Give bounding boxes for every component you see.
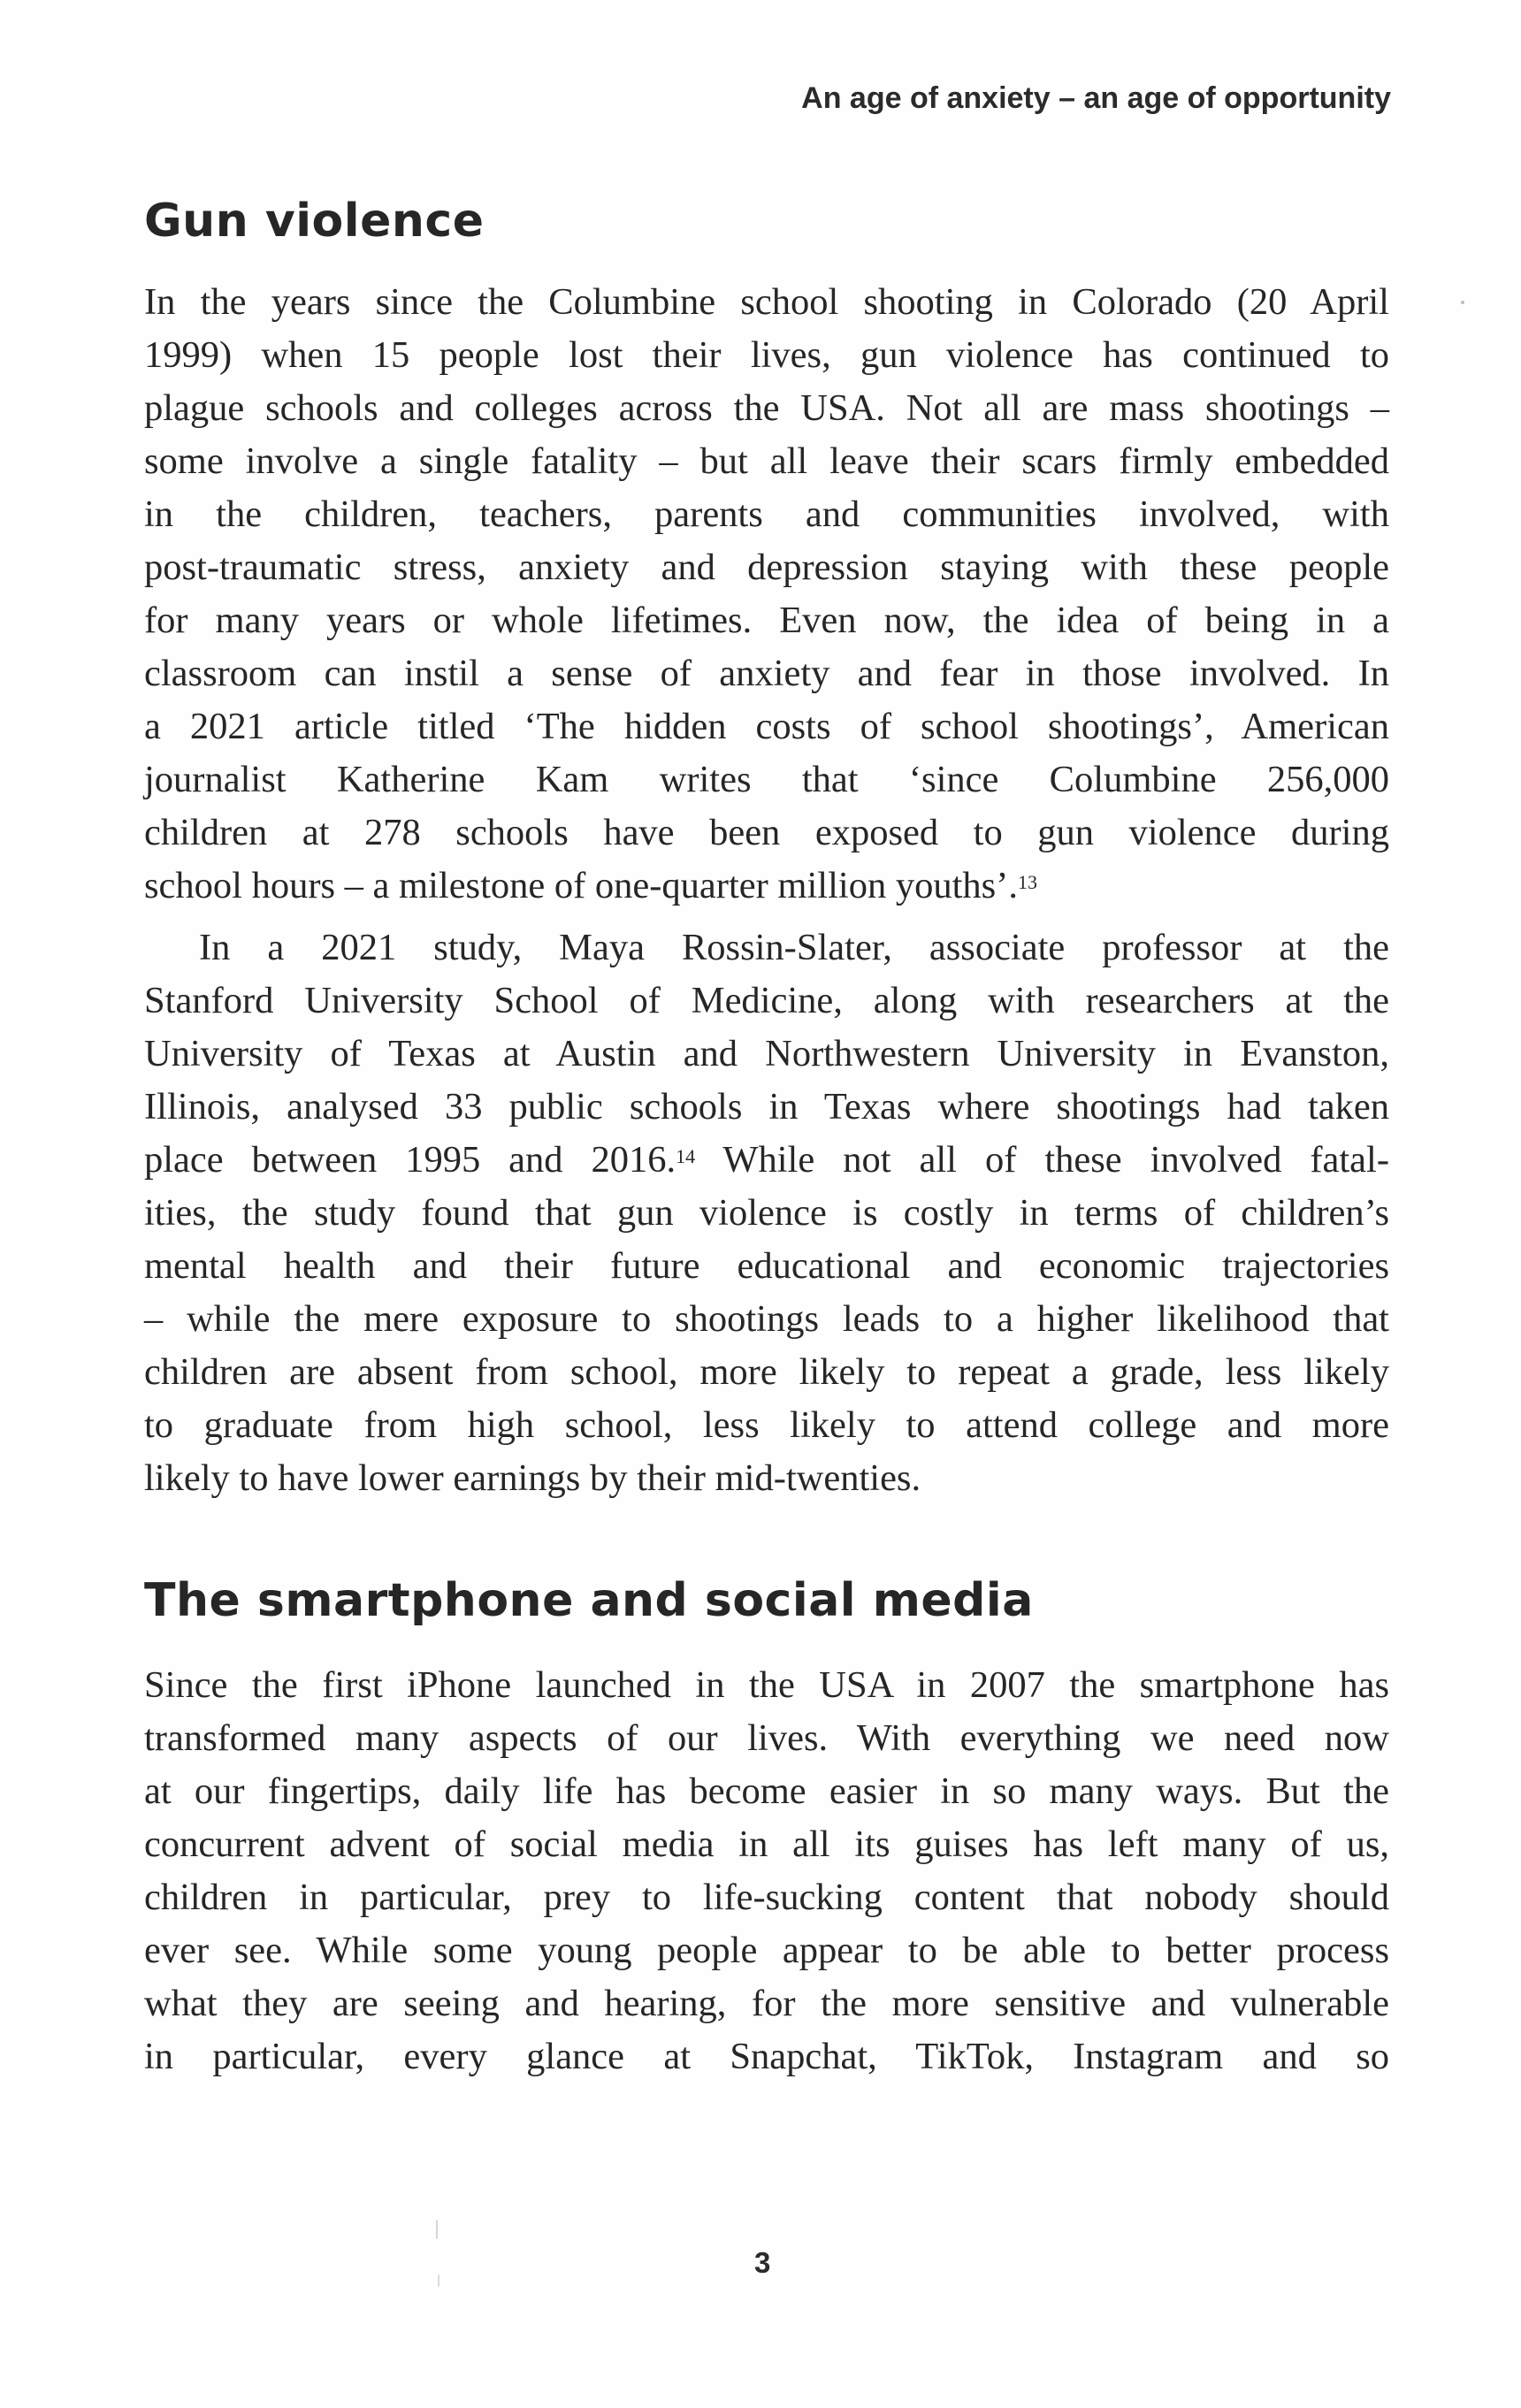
text-line: post-traumatic stress, anxiety and depression staying with these people bbox=[144, 547, 1389, 588]
text-line: concurrent advent of social media in all its guises has left many of us, bbox=[144, 1823, 1389, 1865]
text-line: University of Texas at Austin and Northwestern University in Evanston, bbox=[144, 1033, 1389, 1074]
text-line-content: school hours – a milestone of one-quarter million youths’. bbox=[144, 865, 1018, 906]
text-line: plague schools and colleges across the USA. Not all are mass shootings – bbox=[144, 387, 1389, 429]
scan-speck bbox=[438, 2274, 439, 2287]
text-line-with-footnote bbox=[144, 860, 1389, 913]
running-header: An age of anxiety – an age of opportunity bbox=[801, 81, 1391, 115]
text-line: journalist Katherine Kam writes that ‘since Columbine 256,000 bbox=[144, 759, 1389, 800]
text-line: children at 278 schools have been exposed to gun violence during bbox=[144, 812, 1389, 853]
text-line: at our fingertips, daily life has become easier in so many ways. But the bbox=[144, 1770, 1389, 1812]
section-heading-smartphone: The smartphone and social media bbox=[144, 1574, 1034, 1627]
text-line-content: place between 1995 and 2016. bbox=[144, 1139, 676, 1181]
text-line: Since the first iPhone launched in the USA in 2007 the smartphone has bbox=[144, 1664, 1389, 1706]
text-line: ever see. While some young people appear to be able to better process bbox=[144, 1930, 1389, 1971]
section-heading-gun-violence: Gun violence bbox=[144, 195, 485, 248]
scan-speck bbox=[436, 2220, 438, 2239]
text-line: for many years or whole lifetimes. Even now, the idea of being in a bbox=[144, 600, 1389, 641]
text-line: In the years since the Columbine school shooting in Colorado (20 April bbox=[144, 281, 1389, 323]
text-line: likely to have lower earnings by their mid-twenties. bbox=[144, 1457, 921, 1499]
text-line: children in particular, prey to life-sucking content that nobody should bbox=[144, 1877, 1389, 1918]
text-line: what they are seeing and hearing, for the more sensitive and vulnerable bbox=[144, 1983, 1389, 2024]
text-line: Illinois, analysed 33 public schools in Texas where shootings had taken bbox=[144, 1086, 1389, 1128]
text-line: a 2021 article titled ‘The hidden costs of school shootings’, American bbox=[144, 706, 1389, 747]
paragraph-gun-violence-1 bbox=[144, 276, 1389, 913]
page-number: 3 bbox=[754, 2246, 771, 2279]
text-line: children are absent from school, more likely to repeat a grade, less likely bbox=[144, 1351, 1389, 1393]
text-line: mental health and their future educational and economic trajectories bbox=[144, 1245, 1389, 1287]
text-line: transformed many aspects of our lives. With everything we need now bbox=[144, 1717, 1389, 1759]
scan-speck bbox=[1461, 301, 1464, 304]
text-line: In a 2021 study, Maya Rossin-Slater, associate professor at the bbox=[199, 927, 1389, 968]
text-line: in particular, every glance at Snapchat, TikTok, Instagram and so bbox=[144, 2036, 1389, 2077]
footnote-marker: 14 bbox=[676, 1145, 696, 1167]
text-line: in the children, teachers, parents and communities involved, with bbox=[144, 493, 1389, 535]
text-line-with-footnote bbox=[144, 1134, 1389, 1187]
text-line: classroom can instil a sense of anxiety and fear in those involved. In bbox=[144, 653, 1389, 694]
text-line-content: While not all of these involved fatal- bbox=[695, 1139, 1389, 1181]
text-line: Stanford University School of Medicine, along with researchers at the bbox=[144, 980, 1389, 1021]
footnote-marker: 13 bbox=[1017, 871, 1037, 893]
text-line: – while the mere exposure to shootings leads to a higher likelihood that bbox=[144, 1298, 1389, 1340]
paragraph-smartphone-1 bbox=[144, 1659, 1389, 2083]
text-line: 1999) when 15 people lost their lives, gun violence has continued to bbox=[144, 334, 1389, 376]
text-line: some involve a single fatality – but all leave their scars firmly embedded bbox=[144, 440, 1389, 482]
text-line: ities, the study found that gun violence is costly in terms of children’s bbox=[144, 1192, 1389, 1234]
paragraph-gun-violence-2 bbox=[144, 921, 1389, 1505]
text-line: to graduate from high school, less likely to attend college and more bbox=[144, 1404, 1389, 1446]
